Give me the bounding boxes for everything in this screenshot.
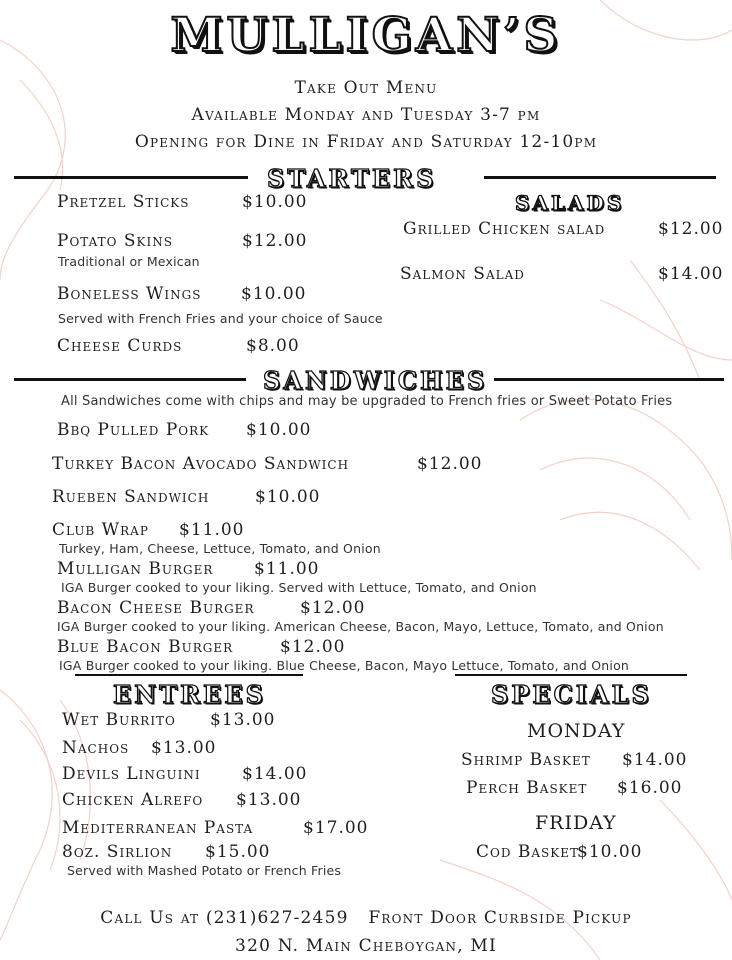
menu-item-description: Turkey, Ham, Cheese, Lettuce, Tomato, and Onion bbox=[59, 541, 381, 556]
menu-item-name: Shrimp Basket bbox=[461, 750, 591, 770]
availability-line: Available Monday and Tuesday 3-7 pm bbox=[191, 105, 541, 125]
sandwiches-note: All Sandwiches come with chips and may be upgraded to French fries or Sweet Potato Fries bbox=[61, 394, 673, 409]
menu-item-price: $14.00 bbox=[658, 264, 724, 284]
friday-label: FRIDAY bbox=[535, 812, 617, 834]
menu-item-description: IGA Burger cooked to your liking. Blue Cheese, Bacon, Mayo Lettuce, Tomato, and Onion bbox=[59, 658, 630, 673]
contact-line: Call Us at (231)627-2459 Front Door Curbside Pickup bbox=[100, 908, 632, 928]
divider-rule bbox=[75, 674, 303, 676]
menu-item-name: Boneless Wings bbox=[57, 284, 202, 304]
menu-item-price: $10.00 bbox=[577, 842, 643, 862]
menu-item-price: $16.00 bbox=[617, 778, 683, 798]
address-line: 320 N. Main Cheboygan, MI bbox=[235, 936, 497, 956]
menu-item-name: Grilled Chicken salad bbox=[403, 219, 606, 239]
specials-heading: SPECIALS bbox=[491, 680, 652, 709]
menu-item-price: $10.00 bbox=[241, 284, 307, 304]
menu-item-name: Rueben Sandwich bbox=[52, 487, 210, 507]
menu-item-price: $13.00 bbox=[151, 738, 217, 758]
menu-item-price: $10.00 bbox=[246, 420, 312, 440]
menu-item-name: Potato Skins bbox=[57, 231, 173, 251]
menu-item-price: $12.00 bbox=[300, 598, 366, 618]
menu-item-name: 8oz. Sirlion bbox=[62, 842, 173, 862]
menu-item-name: Pretzel Sticks bbox=[57, 192, 190, 212]
menu-item-price: $11.00 bbox=[254, 559, 320, 579]
menu-item-name: Bbq Pulled Pork bbox=[57, 420, 210, 440]
sandwiches-heading: SANDWICHES bbox=[263, 366, 488, 395]
monday-label: MONDAY bbox=[527, 720, 626, 742]
menu-item-description: Traditional or Mexican bbox=[58, 254, 200, 269]
salads-heading: SALADS bbox=[515, 191, 625, 215]
menu-item-name: Devils Linguini bbox=[62, 764, 201, 784]
menu-item-name: Perch Basket bbox=[466, 778, 588, 798]
divider-rule bbox=[455, 674, 687, 676]
menu-item-price: $12.00 bbox=[242, 231, 308, 251]
menu-item-name: Turkey Bacon Avocado Sandwich bbox=[52, 454, 350, 474]
menu-item-name: Cod Basket bbox=[476, 842, 579, 862]
menu-item-name: Bacon Cheese Burger bbox=[57, 598, 255, 618]
menu-item-price: $13.00 bbox=[236, 790, 302, 810]
menu-item-price: $10.00 bbox=[255, 487, 321, 507]
entrees-heading: ENTREES bbox=[113, 680, 266, 709]
divider-rule bbox=[14, 378, 246, 381]
menu-item-price: $14.00 bbox=[622, 750, 688, 770]
menu-item-description: Served with French Fries and your choice of Sauce bbox=[58, 311, 383, 326]
menu-item-price: $11.00 bbox=[179, 520, 245, 540]
menu-item-name: Mulligan Burger bbox=[57, 559, 214, 579]
takeout-menu-line: Take Out Menu bbox=[294, 78, 438, 98]
menu-item-price: $12.00 bbox=[417, 454, 483, 474]
divider-rule bbox=[484, 176, 716, 179]
menu-item-name: Wet Burrito bbox=[62, 710, 176, 730]
menu-item-description: IGA Burger cooked to your liking. American Cheese, Bacon, Mayo, Lettuce, Tomato, and Onion bbox=[57, 619, 664, 634]
menu-item-price: $15.00 bbox=[205, 842, 271, 862]
menu-item-name: Nachos bbox=[62, 738, 130, 758]
menu-item-price: $12.00 bbox=[658, 219, 724, 239]
menu-item-name: Cheese Curds bbox=[57, 336, 183, 356]
menu-item-name: Chicken Alrefo bbox=[62, 790, 204, 810]
menu-item-description: Served with Mashed Potato or French Fries bbox=[67, 863, 342, 878]
divider-rule bbox=[14, 176, 248, 179]
menu-item-name: Mediterranean Pasta bbox=[62, 818, 254, 838]
restaurant-title: MULLIGAN’S bbox=[170, 8, 562, 63]
menu-item-name: Blue Bacon Burger bbox=[57, 637, 234, 657]
menu-item-name: Salmon Salad bbox=[400, 264, 525, 284]
menu-item-price: $10.00 bbox=[242, 192, 308, 212]
menu-item-price: $12.00 bbox=[280, 637, 346, 657]
menu-item-description: IGA Burger cooked to your liking. Served with Lettuce, Tomato, and Onion bbox=[61, 580, 537, 595]
menu-item-name: Club Wrap bbox=[52, 520, 149, 540]
menu-item-price: $13.00 bbox=[210, 710, 276, 730]
starters-heading: STARTERS bbox=[267, 164, 437, 193]
divider-rule bbox=[494, 378, 724, 381]
menu-item-price: $17.00 bbox=[303, 818, 369, 838]
dine-in-line: Opening for Dine in Friday and Saturday 12-10pm bbox=[134, 132, 598, 152]
menu-item-price: $14.00 bbox=[242, 764, 308, 784]
menu-item-price: $8.00 bbox=[246, 336, 300, 356]
